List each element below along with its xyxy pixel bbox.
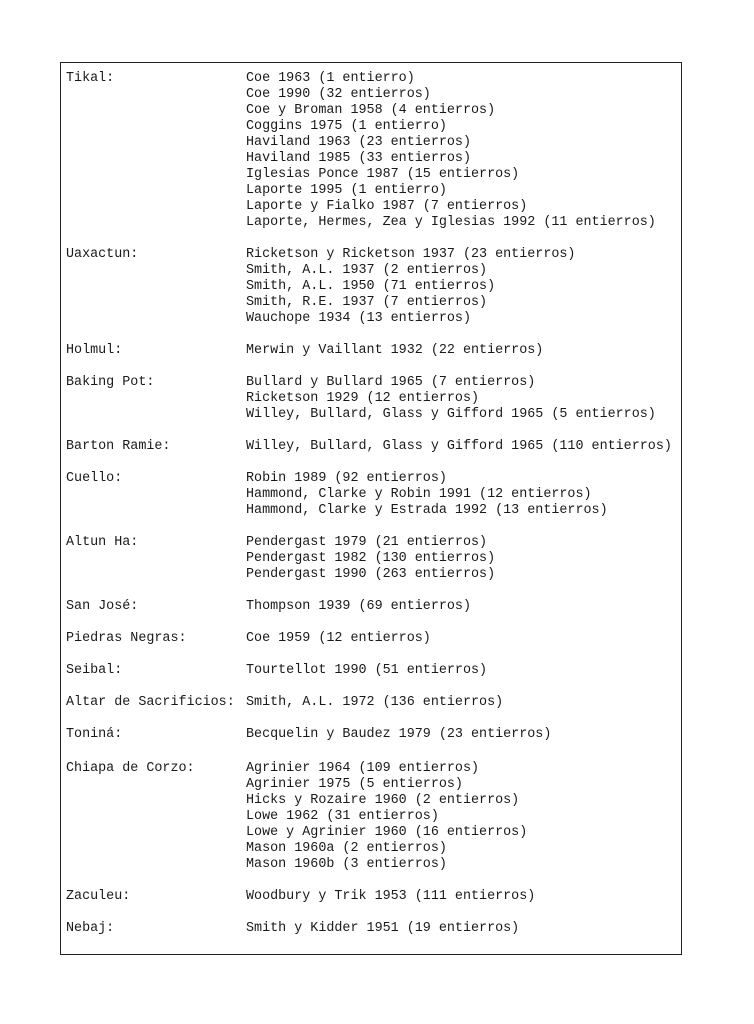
site-name: Seibal: bbox=[66, 663, 123, 678]
reference-item: Lowe y Agrinier 1960 (16 entierros) bbox=[246, 825, 528, 840]
reference-item: Agrinier 1975 (5 entierros) bbox=[246, 777, 463, 792]
site-name: Altun Ha: bbox=[66, 535, 139, 550]
site-name: Nebaj: bbox=[66, 921, 115, 936]
reference-item: Mason 1960a (2 entierros) bbox=[246, 841, 447, 856]
reference-item: Pendergast 1990 (263 entierros) bbox=[246, 567, 496, 582]
reference-item: Smith, R.E. 1937 (7 entierros) bbox=[246, 295, 488, 310]
reference-item: Smith, A.L. 1937 (2 entierros) bbox=[246, 263, 488, 278]
reference-item: Mason 1960b (3 entierros) bbox=[246, 857, 447, 872]
site-name: Cuello: bbox=[66, 471, 123, 486]
reference-list bbox=[246, 663, 487, 679]
reference-item: Haviland 1985 (33 entierros) bbox=[246, 151, 471, 166]
site-name: Holmul: bbox=[66, 343, 123, 358]
reference-item: Hammond, Clarke y Robin 1991 (12 entierros) bbox=[246, 487, 592, 502]
reference-item: Coe y Broman 1958 (4 entierros) bbox=[246, 103, 496, 118]
reference-item: Becquelin y Baudez 1979 (23 entierros) bbox=[246, 727, 552, 742]
reference-item: Merwin y Vaillant 1932 (22 entierros) bbox=[246, 343, 544, 358]
site-name: Tikal: bbox=[66, 71, 115, 86]
reference-list bbox=[246, 375, 656, 423]
reference-list bbox=[246, 599, 471, 615]
reference-item: Pendergast 1979 (21 entierros) bbox=[246, 535, 488, 550]
reference-item: Ricketson y Ricketson 1937 (23 entierros) bbox=[246, 247, 576, 262]
reference-item: Hicks y Rozaire 1960 (2 entierros) bbox=[246, 793, 520, 808]
reference-item: Laporte, Hermes, Zea y Iglesias 1992 (11 entierros) bbox=[246, 215, 656, 230]
reference-list bbox=[246, 695, 503, 711]
reference-item: Iglesias Ponce 1987 (15 entierros) bbox=[246, 167, 520, 182]
reference-list bbox=[246, 921, 519, 937]
reference-item: Coggins 1975 (1 entierro) bbox=[246, 119, 447, 134]
site-name: Uaxactun: bbox=[66, 247, 139, 262]
site-name: Altar de Sacrificios: bbox=[66, 695, 235, 710]
reference-item: Robin 1989 (92 entierros) bbox=[246, 471, 447, 486]
reference-item: Laporte 1995 (1 entierro) bbox=[246, 183, 447, 198]
reference-item: Willey, Bullard, Glass y Gifford 1965 (110 entierros) bbox=[246, 439, 672, 454]
reference-list bbox=[246, 471, 608, 519]
reference-item: Laporte y Fialko 1987 (7 entierros) bbox=[246, 199, 528, 214]
reference-item: Bullard y Bullard 1965 (7 entierros) bbox=[246, 375, 536, 390]
reference-list bbox=[246, 343, 543, 359]
reference-item: Thompson 1939 (69 entierros) bbox=[246, 599, 471, 614]
reference-item: Coe 1963 (1 entierro) bbox=[246, 71, 415, 86]
reference-item: Tourtellot 1990 (51 entierros) bbox=[246, 663, 488, 678]
reference-list bbox=[246, 889, 535, 905]
site-name: Zaculeu: bbox=[66, 889, 131, 904]
reference-item: Coe 1990 (32 entierros) bbox=[246, 87, 431, 102]
reference-item: Hammond, Clarke y Estrada 1992 (13 entierros) bbox=[246, 503, 608, 518]
reference-item: Woodbury y Trik 1953 (111 entierros) bbox=[246, 889, 536, 904]
reference-list bbox=[246, 439, 672, 455]
reference-item: Smith, A.L. 1950 (71 entierros) bbox=[246, 279, 496, 294]
site-name: Barton Ramie: bbox=[66, 439, 171, 454]
reference-item: Smith y Kidder 1951 (19 entierros) bbox=[246, 921, 520, 936]
site-name: Baking Pot: bbox=[66, 375, 155, 390]
reference-list bbox=[246, 631, 431, 647]
reference-item: Smith, A.L. 1972 (136 entierros) bbox=[246, 695, 504, 710]
reference-item: Lowe 1962 (31 entierros) bbox=[246, 809, 439, 824]
reference-item: Ricketson 1929 (12 entierros) bbox=[246, 391, 480, 406]
site-name: Piedras Negras: bbox=[66, 631, 187, 646]
reference-list bbox=[246, 535, 495, 583]
reference-list bbox=[246, 71, 656, 231]
reference-item: Agrinier 1964 (109 entierros) bbox=[246, 761, 480, 776]
reference-item: Wauchope 1934 (13 entierros) bbox=[246, 311, 471, 326]
reference-item: Pendergast 1982 (130 entierros) bbox=[246, 551, 496, 566]
site-name: Toniná: bbox=[66, 727, 123, 742]
reference-item: Coe 1959 (12 entierros) bbox=[246, 631, 431, 646]
site-name: Chiapa de Corzo: bbox=[66, 761, 195, 776]
reference-list bbox=[246, 727, 551, 743]
reference-list bbox=[246, 247, 575, 327]
reference-item: Haviland 1963 (23 entierros) bbox=[246, 135, 471, 150]
reference-list bbox=[246, 761, 527, 873]
site-name: San José: bbox=[66, 599, 139, 614]
reference-item: Willey, Bullard, Glass y Gifford 1965 (5 entierros) bbox=[246, 407, 656, 422]
